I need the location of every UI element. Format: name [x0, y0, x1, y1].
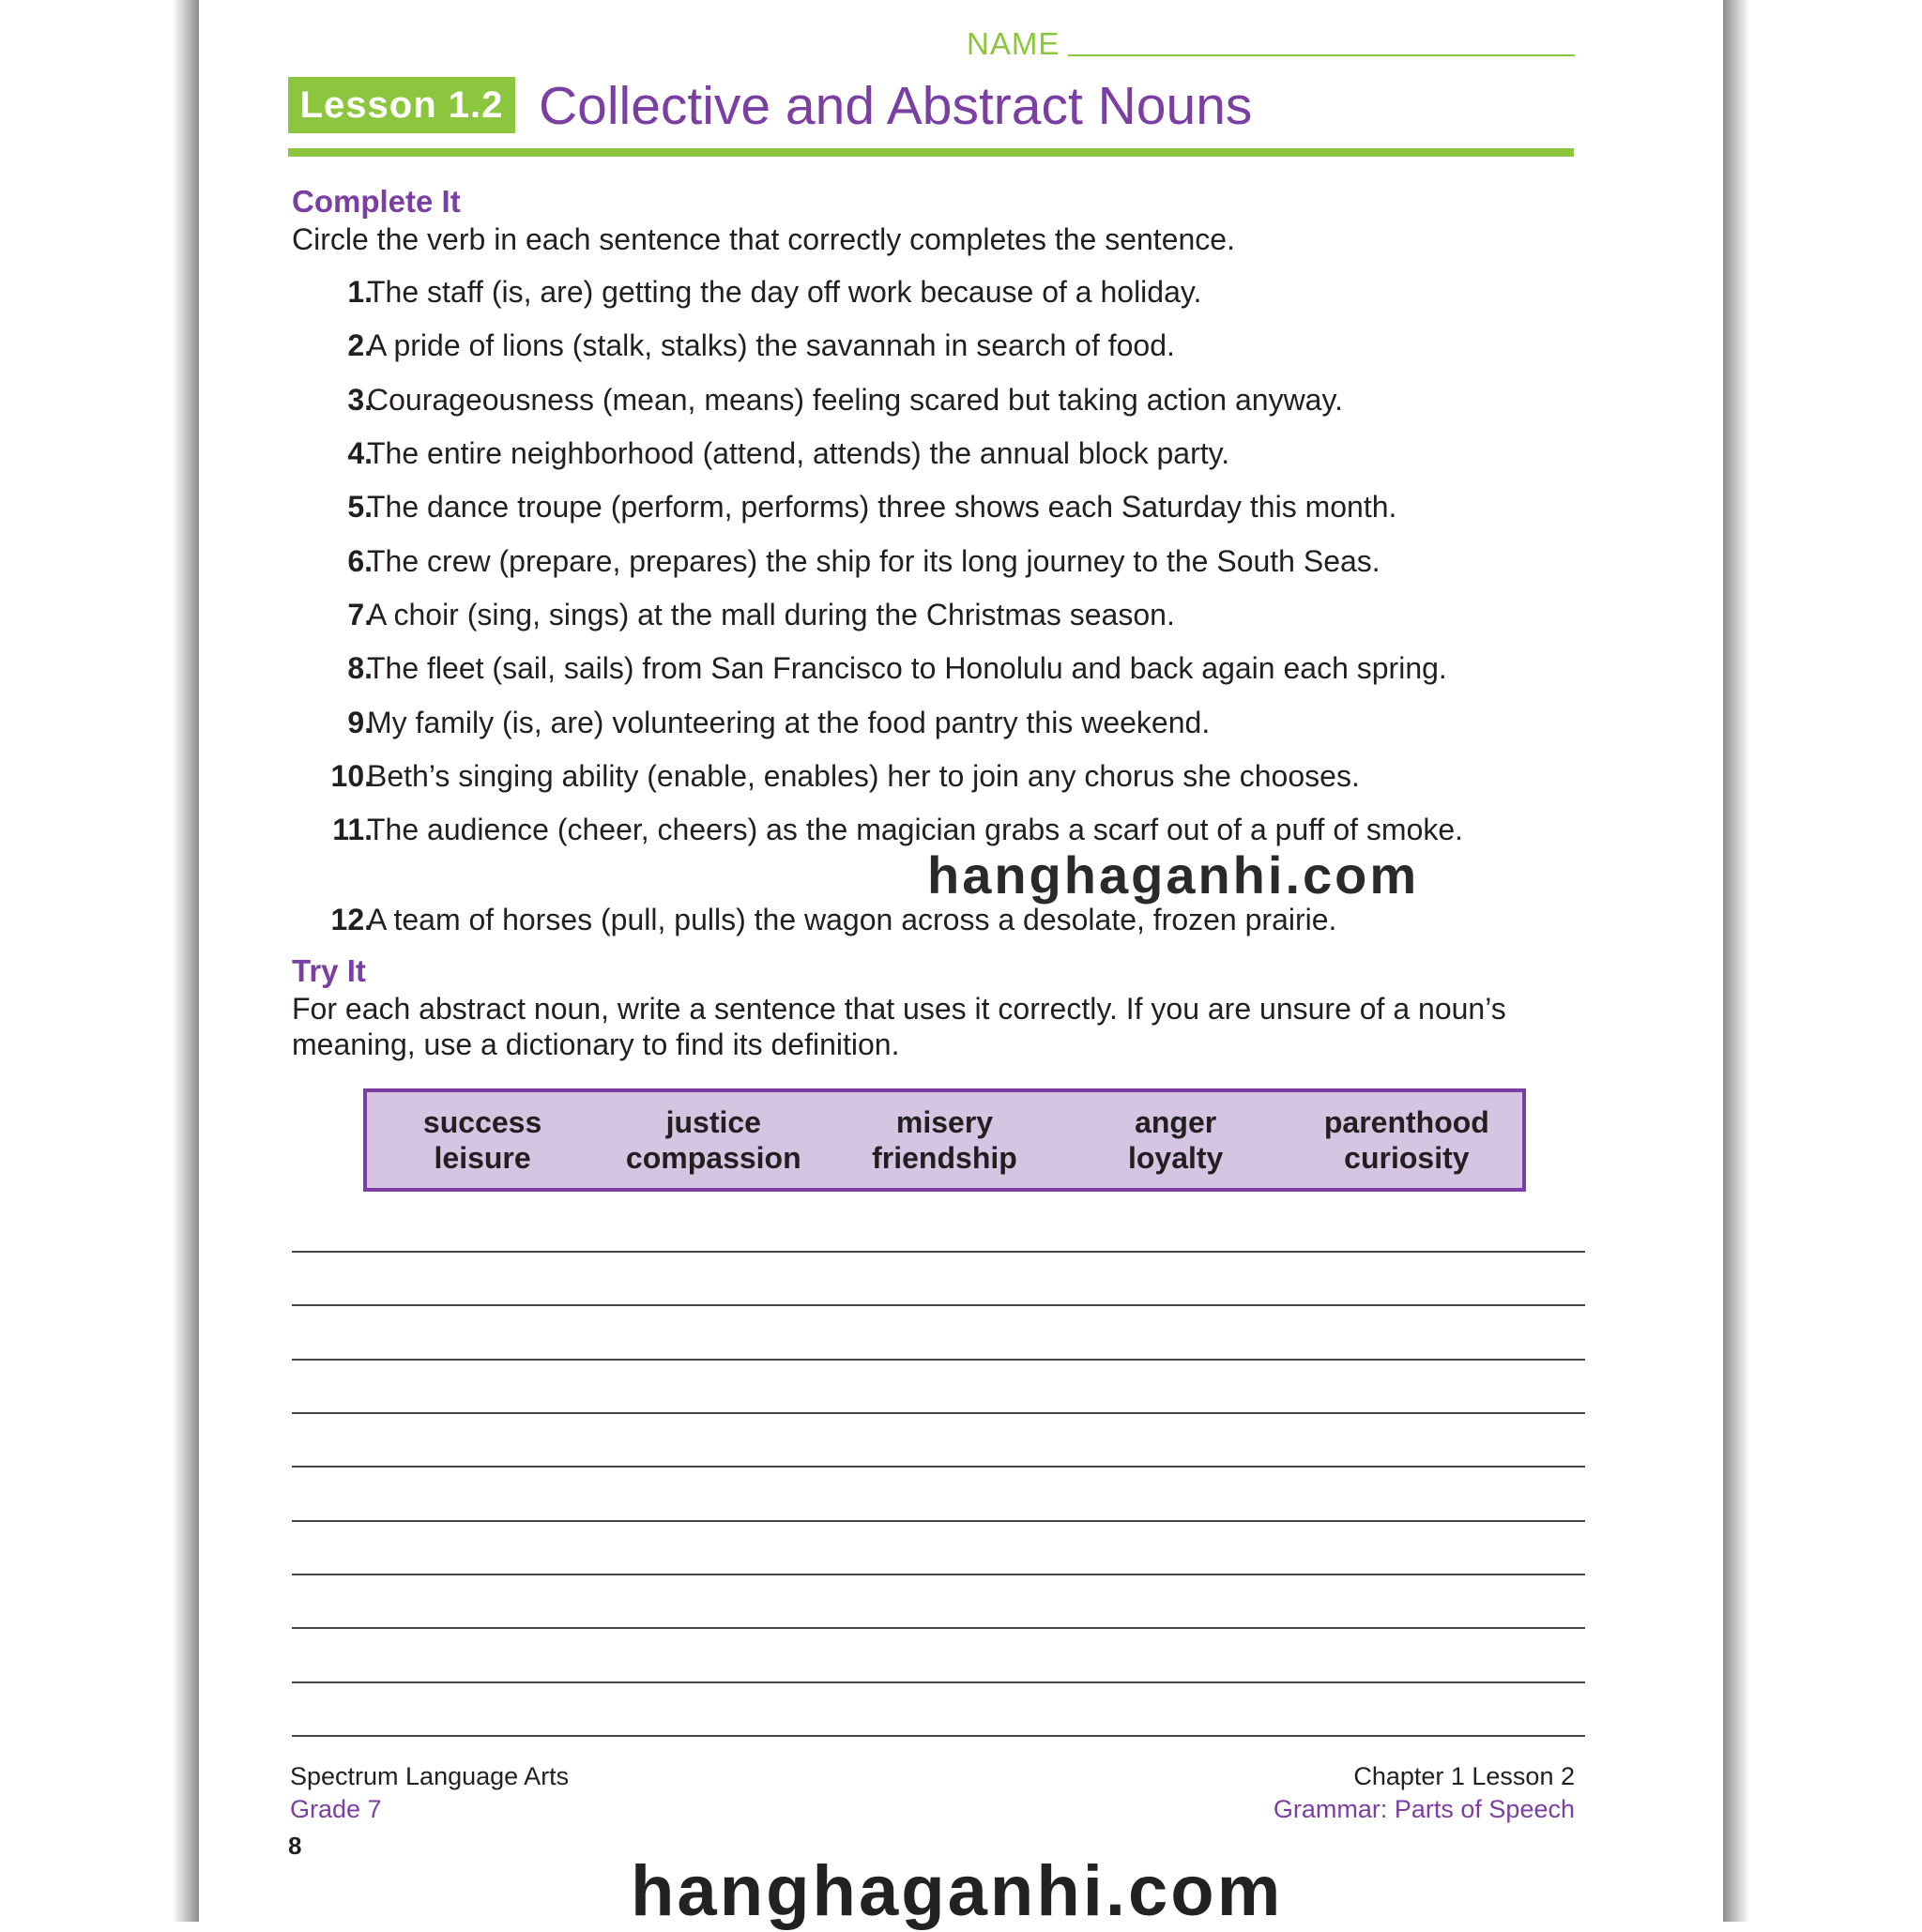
writing-line[interactable]	[292, 1359, 1585, 1361]
word: misery	[895, 1105, 994, 1139]
item-text[interactable]: My family (is, are) volunteering at the food pantry this weekend.	[367, 706, 1211, 739]
word: curiosity	[1344, 1141, 1470, 1175]
item-text[interactable]: The audience (cheer, cheers) as the magician grabs a scarf out of a puff of smoke.	[367, 813, 1464, 846]
writing-line[interactable]	[292, 1412, 1585, 1414]
footer-right	[1274, 1760, 1575, 1826]
word: loyalty	[1127, 1141, 1224, 1175]
item-number: 7.	[347, 598, 373, 631]
complete-it-heading: Complete It	[292, 184, 461, 219]
item-number: 6.	[347, 544, 373, 578]
writing-line[interactable]	[292, 1627, 1585, 1629]
word-bank	[363, 1088, 1526, 1192]
item-text[interactable]: The staff (is, are) getting the day off work because of a holiday.	[367, 275, 1202, 309]
writing-line[interactable]	[292, 1304, 1585, 1306]
item-text[interactable]: The fleet (sail, sails) from San Francisco to Honolulu and back again each spring.	[367, 651, 1447, 685]
try-it-instructions: For each abstract noun, write a sentence that uses it correctly. If you are unsure of a noun’s meaning, use a dictionary to find its definition.	[292, 992, 1506, 1061]
item-number: 2.	[347, 328, 373, 362]
item-number: 10.	[330, 759, 373, 793]
item-number: 5.	[347, 490, 373, 524]
item-text[interactable]: The entire neighborhood (attend, attends) the annual block party.	[367, 436, 1230, 470]
title-rule	[288, 148, 1574, 157]
name-label: NAME	[967, 26, 1060, 61]
word: compassion	[625, 1141, 801, 1175]
word: leisure	[434, 1141, 531, 1175]
lesson-tag: Lesson 1.2	[288, 77, 515, 133]
footer-chapter: Chapter 1 Lesson 2	[1353, 1762, 1575, 1790]
item-number: 4.	[347, 436, 373, 470]
writing-line[interactable]	[292, 1251, 1585, 1253]
page-number: 8	[288, 1832, 302, 1860]
complete-it-instructions: Circle the verb in each sentence that correctly completes the sentence.	[292, 222, 1235, 256]
word-column	[601, 1104, 826, 1176]
footer-topic: Grammar: Parts of Speech	[1273, 1795, 1575, 1823]
writing-line[interactable]	[292, 1681, 1585, 1683]
item-number: 8.	[347, 651, 373, 685]
word-column	[1294, 1104, 1519, 1176]
writing-line[interactable]	[292, 1466, 1585, 1468]
footer-book-title: Spectrum Language Arts	[290, 1762, 570, 1790]
word-column	[831, 1104, 1057, 1176]
item-text[interactable]: A choir (sing, sings) at the mall during the Christmas season.	[367, 598, 1175, 631]
writing-line[interactable]	[292, 1520, 1585, 1522]
try-it-heading: Try It	[292, 953, 366, 988]
footer-left	[290, 1760, 569, 1826]
word-column	[370, 1104, 595, 1176]
word: justice	[665, 1105, 761, 1139]
item-number: 12.	[330, 903, 373, 936]
word: parenthood	[1323, 1105, 1489, 1139]
item-number: 11.	[332, 813, 373, 846]
word-column	[1063, 1104, 1289, 1176]
item-text[interactable]: The dance troupe (perform, performs) three shows each Saturday this month.	[367, 490, 1397, 524]
word: success	[422, 1105, 542, 1139]
page-shadow-left	[173, 0, 199, 1922]
footer-grade: Grade 7	[290, 1795, 382, 1823]
item-text[interactable]: A pride of lions (stalk, stalks) the savannah in search of food.	[367, 328, 1175, 362]
item-number: 9.	[347, 706, 373, 739]
watermark: hanghaganhi.com	[631, 1851, 1284, 1931]
item-number: 3.	[347, 383, 373, 417]
item-text[interactable]: The crew (prepare, prepares) the ship for its long journey to the South Seas.	[367, 544, 1380, 578]
page-shadow-right	[1723, 0, 1749, 1922]
name-write-line[interactable]	[1068, 54, 1575, 56]
writing-line[interactable]	[292, 1735, 1585, 1737]
lesson-title: Collective and Abstract Nouns	[539, 76, 1253, 136]
item-text[interactable]: A team of horses (pull, pulls) the wagon across a desolate, frozen prairie.	[367, 903, 1337, 936]
writing-line[interactable]	[292, 1574, 1585, 1575]
word: friendship	[872, 1141, 1017, 1175]
watermark: hanghaganhi.com	[927, 845, 1420, 905]
item-text[interactable]: Beth’s singing ability (enable, enables) her to join any chorus she chooses.	[367, 759, 1360, 793]
item-text[interactable]: Courageousness (mean, means) feeling scared but taking action anyway.	[367, 383, 1343, 417]
word: anger	[1135, 1105, 1217, 1139]
item-number: 1.	[347, 275, 373, 309]
